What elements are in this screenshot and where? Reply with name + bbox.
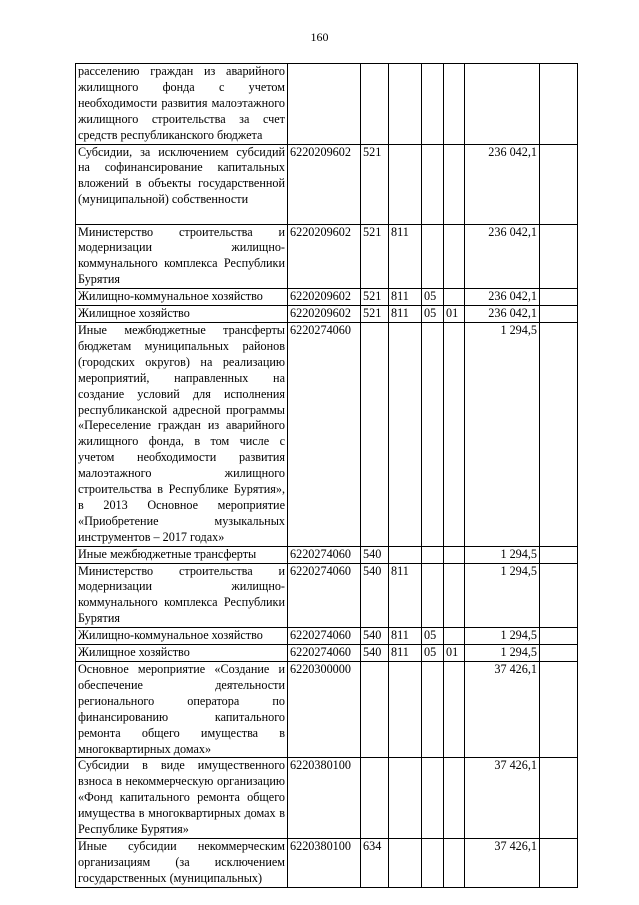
table-row [76,64,578,145]
extra-cell [540,758,578,839]
target-article-cell: 6220209602 [288,144,361,224]
expense-type-cell [361,758,389,839]
expense-type-cell: 521 [361,144,389,224]
subsection-cell [444,322,465,546]
target-article-cell: 6220380100 [288,838,361,887]
amount-cell: 236 042,1 [465,224,540,289]
row-name-cell: Министерство строительства и модернизации жилищно-коммунального комплекса Республики Бурятия [76,224,288,289]
table-row [76,838,578,887]
row-name-cell: Иные межбюджетные трансферты бюджетам муниципальных районов (городских округов) на реализацию мероприятий, направленных на создание условий для исполнения республиканской адресной программы «Переселение граждан из аварийного жилищного фонда, в том числе с учетом необходимости развития малоэтажного жилищного строительства в Республике Бурятия», в 2013 Основное мероприятие «Приобретение музыкальных инструментов – 2017 годах» [76,322,288,546]
ministry-code-cell [389,64,422,145]
expense-type-cell: 540 [361,563,389,628]
row-name-cell: Жилищное хозяйство [76,645,288,662]
section-cell [422,64,444,145]
expense-type-cell: 521 [361,224,389,289]
target-article-cell: 6220274060 [288,628,361,645]
section-cell [422,662,444,758]
expense-type-cell: 521 [361,306,389,323]
extra-cell [540,628,578,645]
ministry-code-cell: 811 [389,563,422,628]
subsection-cell [444,838,465,887]
row-name-cell: Иные субсидии некоммерческим организациям (за исключением государственных (муниципальных) [76,838,288,887]
ministry-code-cell [389,144,422,224]
section-cell [422,838,444,887]
extra-cell [540,224,578,289]
expense-type-cell: 634 [361,838,389,887]
subsection-cell [444,64,465,145]
table-row [76,563,578,628]
table-row [76,322,578,546]
subsection-cell [444,662,465,758]
table-row [76,628,578,645]
table-row [76,546,578,563]
expense-type-cell [361,322,389,546]
extra-cell [540,64,578,145]
row-name-cell: Министерство строительства и модернизации жилищно-коммунального комплекса Республики Бурятия [76,563,288,628]
section-cell [422,546,444,563]
ministry-code-cell [389,546,422,563]
subsection-cell [444,563,465,628]
extra-cell [540,322,578,546]
table-row [76,144,578,224]
ministry-code-cell: 811 [389,289,422,306]
target-article-cell: 6220274060 [288,322,361,546]
row-name-cell: Жилищно-коммунальное хозяйство [76,628,288,645]
extra-cell [540,645,578,662]
extra-cell [540,144,578,224]
expense-type-cell [361,662,389,758]
row-name-cell: Иные межбюджетные трансферты [76,546,288,563]
extra-cell [540,546,578,563]
section-cell: 05 [422,306,444,323]
amount-cell: 1 294,5 [465,563,540,628]
ministry-code-cell [389,322,422,546]
ministry-code-cell: 811 [389,306,422,323]
table-row [76,645,578,662]
table-row [76,758,578,839]
amount-cell [465,64,540,145]
ministry-code-cell [389,838,422,887]
row-name-cell: расселению граждан из аварийного жилищного фонда с учетом необходимости развития малоэтажного жилищного строительства за счет средств республиканского бюджета [76,64,288,145]
amount-cell: 1 294,5 [465,645,540,662]
budget-table [75,63,578,888]
target-article-cell: 6220274060 [288,546,361,563]
expense-type-cell: 540 [361,546,389,563]
extra-cell [540,289,578,306]
table-row [76,662,578,758]
amount-cell: 1 294,5 [465,322,540,546]
section-cell: 05 [422,645,444,662]
amount-cell: 236 042,1 [465,306,540,323]
row-name-cell: Субсидии в виде имущественного взноса в некоммерческую организацию «Фонд капитального ремонта общего имущества в многоквартирных домах в Республике Бурятия» [76,758,288,839]
target-article-cell: 6220274060 [288,645,361,662]
table-row [76,289,578,306]
target-article-cell: 6220380100 [288,758,361,839]
amount-cell: 37 426,1 [465,838,540,887]
ministry-code-cell: 811 [389,628,422,645]
extra-cell [540,563,578,628]
row-name-cell: Жилищное хозяйство [76,306,288,323]
subsection-cell [444,546,465,563]
amount-cell: 1 294,5 [465,546,540,563]
section-cell [422,224,444,289]
target-article-cell: 6220209602 [288,224,361,289]
amount-cell: 37 426,1 [465,758,540,839]
subsection-cell [444,758,465,839]
extra-cell [540,838,578,887]
row-name-cell: Основное мероприятие «Создание и обеспечение деятельности регионального оператора по финансированию капитального ремонта общего имущества в многоквартирных домах» [76,662,288,758]
table-row [76,224,578,289]
ministry-code-cell: 811 [389,645,422,662]
target-article-cell: 6220209602 [288,306,361,323]
table-body [76,64,578,888]
amount-cell: 236 042,1 [465,144,540,224]
section-cell [422,758,444,839]
target-article-cell [288,64,361,145]
extra-cell [540,662,578,758]
section-cell [422,563,444,628]
subsection-cell [444,289,465,306]
expense-type-cell [361,64,389,145]
subsection-cell [444,224,465,289]
subsection-cell: 01 [444,645,465,662]
expense-type-cell: 540 [361,628,389,645]
section-cell: 05 [422,628,444,645]
ministry-code-cell: 811 [389,224,422,289]
subsection-cell [444,628,465,645]
amount-cell: 1 294,5 [465,628,540,645]
section-cell [422,144,444,224]
page-number: 160 [310,30,329,44]
ministry-code-cell [389,758,422,839]
row-name-cell: Субсидии, за исключением субсидий на софинансирование капитальных вложений в объекты государственной (муниципальной) собственности [76,144,288,224]
table-row [76,306,578,323]
target-article-cell: 6220274060 [288,563,361,628]
row-name-cell: Жилищно-коммунальное хозяйство [76,289,288,306]
amount-cell: 37 426,1 [465,662,540,758]
section-cell: 05 [422,289,444,306]
ministry-code-cell [389,662,422,758]
subsection-cell: 01 [444,306,465,323]
expense-type-cell: 521 [361,289,389,306]
amount-cell: 236 042,1 [465,289,540,306]
section-cell [422,322,444,546]
extra-cell [540,306,578,323]
target-article-cell: 6220209602 [288,289,361,306]
subsection-cell [444,144,465,224]
expense-type-cell: 540 [361,645,389,662]
target-article-cell: 6220300000 [288,662,361,758]
